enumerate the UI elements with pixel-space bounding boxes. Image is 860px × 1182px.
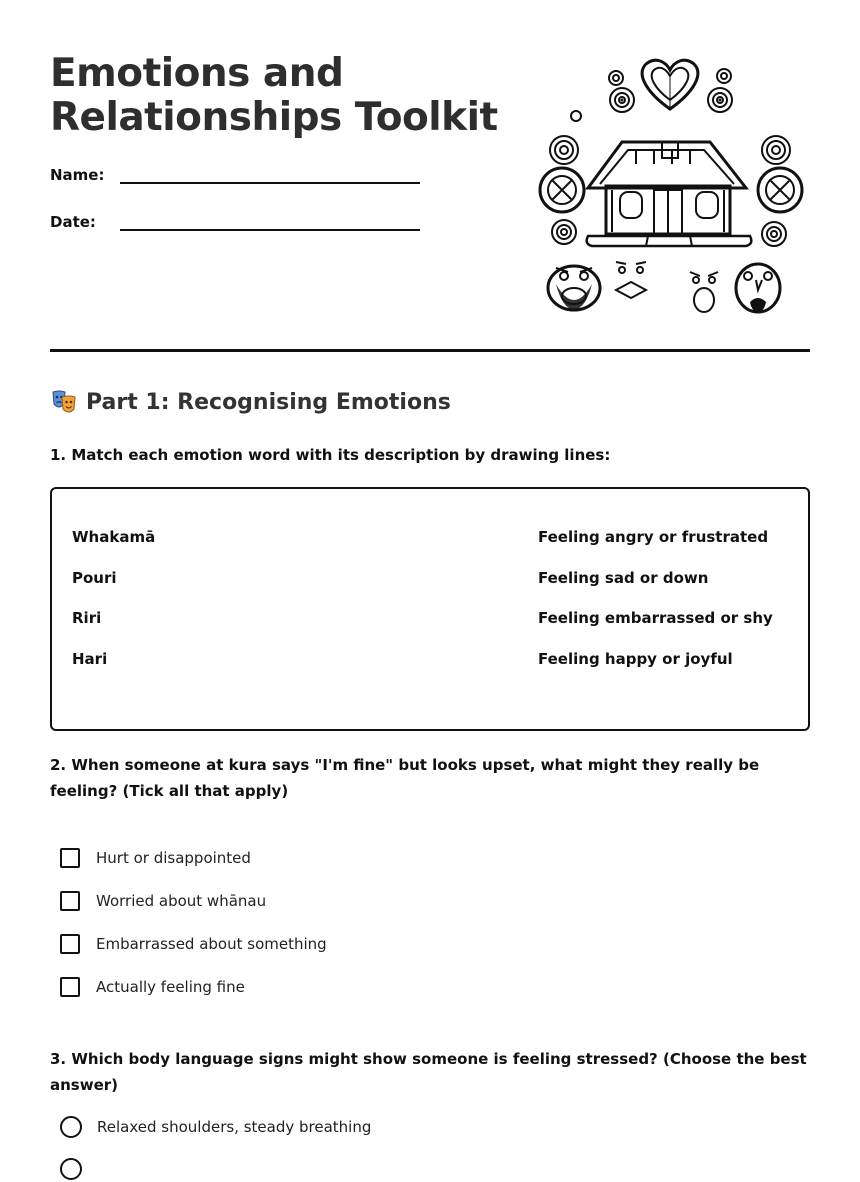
part1-heading-text: Part 1: Recognising Emotions bbox=[86, 389, 451, 415]
radio-button[interactable] bbox=[60, 1116, 82, 1138]
checkbox[interactable] bbox=[60, 977, 80, 997]
header-divider bbox=[50, 349, 810, 352]
emotion-word[interactable]: Whakamā bbox=[72, 528, 156, 546]
question-1-prompt: 1. Match each emotion word with its description by drawing lines: bbox=[50, 446, 611, 464]
radio-button[interactable] bbox=[60, 1158, 82, 1180]
title-line-1: Emotions and bbox=[50, 51, 344, 96]
question-3-prompt: 3. Which body language signs might show someone is feeling stressed? (Choose the best answer) bbox=[50, 1050, 807, 1094]
checkbox[interactable] bbox=[60, 891, 80, 911]
match-row bbox=[72, 609, 788, 631]
checkbox[interactable] bbox=[60, 934, 80, 954]
match-row bbox=[72, 650, 788, 672]
wharenui-illustration-icon bbox=[536, 54, 806, 316]
checkbox-option[interactable] bbox=[60, 888, 760, 914]
name-field[interactable] bbox=[50, 166, 420, 196]
question-2-prompt: 2. When someone at kura says "I'm fine" but looks upset, what might they really be feeling? (Tick all that apply) bbox=[50, 756, 760, 800]
date-label: Date: bbox=[50, 213, 96, 231]
checkbox[interactable] bbox=[60, 848, 80, 868]
radio-option-partial[interactable] bbox=[60, 1156, 760, 1182]
emotion-description[interactable]: Feeling angry or frustrated bbox=[538, 528, 769, 546]
title-line-2: Relationships Toolkit bbox=[50, 95, 498, 140]
name-label: Name: bbox=[50, 166, 105, 184]
checkbox-label: Hurt or disappointed bbox=[96, 849, 251, 867]
checkbox-option[interactable] bbox=[60, 845, 760, 871]
part1-heading bbox=[50, 388, 451, 416]
emotion-description[interactable]: Feeling embarrassed or shy bbox=[538, 609, 773, 627]
radio-label: Relaxed shoulders, steady breathing bbox=[97, 1118, 372, 1136]
worksheet-page bbox=[50, 0, 810, 1161]
date-write-line[interactable] bbox=[120, 229, 420, 231]
emotion-description[interactable]: Feeling happy or joyful bbox=[538, 650, 733, 668]
theatre-masks-icon bbox=[50, 388, 78, 416]
matching-box bbox=[50, 487, 810, 731]
checkbox-option[interactable] bbox=[60, 974, 760, 1000]
checkbox-label: Actually feeling fine bbox=[96, 978, 245, 996]
checkbox-option[interactable] bbox=[60, 931, 760, 957]
date-field[interactable] bbox=[50, 213, 420, 243]
worksheet-title bbox=[50, 52, 520, 140]
match-row bbox=[72, 569, 788, 591]
emotion-word[interactable]: Riri bbox=[72, 609, 102, 627]
emotion-word[interactable]: Pouri bbox=[72, 569, 117, 587]
checkbox-label: Worried about whānau bbox=[96, 892, 267, 910]
match-row bbox=[72, 528, 788, 550]
checkbox-label: Embarrassed about something bbox=[96, 935, 327, 953]
radio-option[interactable] bbox=[60, 1114, 760, 1140]
name-write-line[interactable] bbox=[120, 182, 420, 184]
emotion-word[interactable]: Hari bbox=[72, 650, 108, 668]
emotion-description[interactable]: Feeling sad or down bbox=[538, 569, 709, 587]
